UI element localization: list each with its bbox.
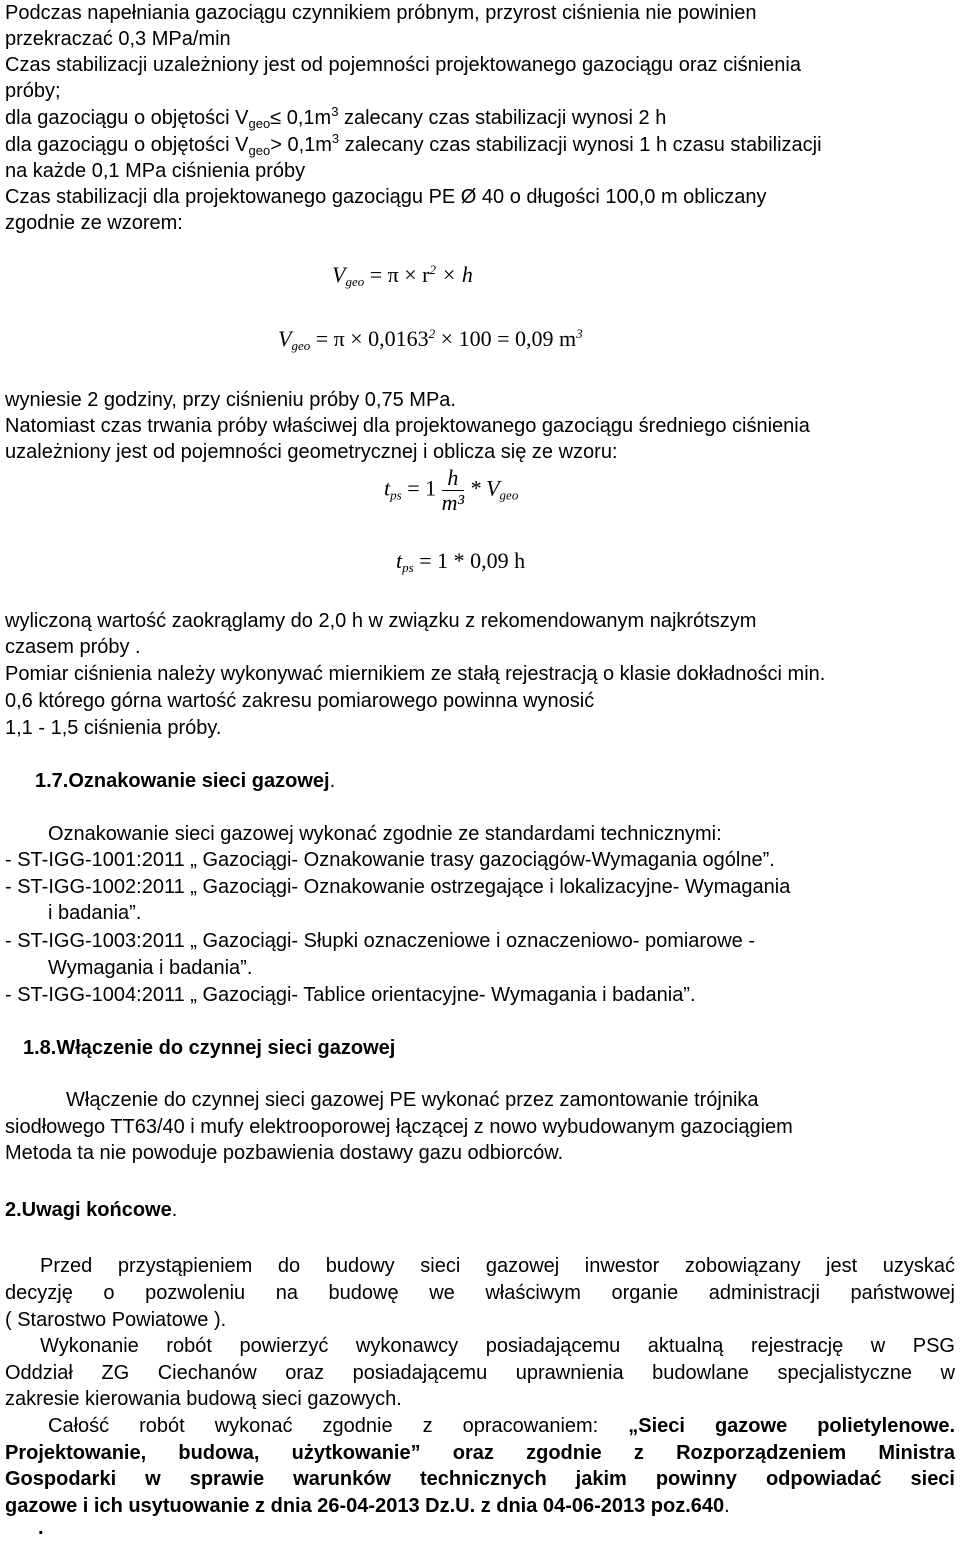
text-line: Całość robót wykonać zgodnie z opracowaniem: „Sieci gazowe polietylenowe. xyxy=(48,1415,955,1437)
list-item: - ST-IGG-1002:2011 „ Gazociągi- Oznakowanie ostrzegające i lokalizacyjne- Wymagania xyxy=(5,876,791,898)
list-item: Wymagania i badania”. xyxy=(48,957,253,979)
text-line: Podczas napełniania gazociągu czynnikiem próbnym, przyrost ciśnienia nie powinien xyxy=(5,2,757,24)
list-item: - ST-IGG-1004:2011 „ Gazociągi- Tablice orientacyjne- Wymagania i badania”. xyxy=(5,984,696,1006)
text-line: Projektowanie, budowa, użytkowanie” oraz zgodnie z Rozporządzeniem Ministra xyxy=(5,1442,955,1464)
section-heading-1-8: 1.8.Włączenie do czynnej sieci gazowej xyxy=(23,1037,396,1059)
text-line: Metoda ta nie powoduje pozbawienia dostawy gazu odbiorców. xyxy=(5,1142,564,1164)
text-line: Oddział ZG Ciechanów oraz posiadającemu uprawnienia budowlane specjalistyczne w xyxy=(5,1362,955,1384)
end-mark: . xyxy=(38,1517,44,1539)
text-line: Czas stabilizacji dla projektowanego gazociągu PE Ø 40 o długości 100,0 m obliczany xyxy=(5,186,767,208)
text-line: 1,1 - 1,5 ciśnienia próby. xyxy=(5,717,222,739)
text-line: siodłowego TT63/40 i mufy elektrooporowej łączącej z nowo wybudowanym gazociągiem xyxy=(5,1116,793,1138)
text-line: decyzję o pozwoleniu na budowę we właściwym organie administracji państwowej xyxy=(5,1282,955,1304)
text-line: Włączenie do czynnej sieci gazowej PE wykonać przez zamontowanie trójnika xyxy=(66,1089,759,1111)
text-line: dla gazociągu o objętości $V_{geo}> 0,1m^3$ zalecany czas stabilizacji wynosi 1 h czasu stabilizacji xyxy=(5,131,822,158)
text-line: gazowe i ich usytuowanie z dnia 26-04-2013 Dz.U. z dnia 04-06-2013 poz.640. xyxy=(5,1495,730,1517)
text-line: zgodnie ze wzorem: xyxy=(5,212,183,234)
text-line: Czas stabilizacji uzależniony jest od pojemności projektowanego gazociągu oraz ciśnienia xyxy=(5,54,801,76)
section-heading-1-7: 1.7.Oznakowanie sieci gazowej. xyxy=(35,770,336,792)
text-line: Pomiar ciśnienia należy wykonywać miernikiem ze stałą rejestracją o klasie dokładności min. xyxy=(5,663,826,685)
text-line: zakresie kierowania budową sieci gazowych. xyxy=(5,1388,402,1410)
text-line: na każde 0,1 MPa ciśnienia próby xyxy=(5,160,306,182)
text-line: wyniesie 2 godziny, przy ciśnieniu próby 0,75 MPa. xyxy=(5,389,456,411)
text-line: wyliczoną wartość zaokrąglamy do 2,0 h w związku z rekomendowanym najkrótszym xyxy=(5,610,757,632)
text-line: czasem próby . xyxy=(5,636,141,658)
text-line: Wykonanie robót powierzyć wykonawcy posiadającemu aktualną rejestrację w PSG xyxy=(40,1335,955,1357)
list-item: - ST-IGG-1003:2011 „ Gazociągi- Słupki oznaczeniowe i oznaczeniowo- pomiarowe - xyxy=(5,930,755,952)
list-item: i badania”. xyxy=(48,902,142,924)
formula-test-time-calc: $t_{ps} = 1 * 0,09$ h xyxy=(396,548,526,575)
text-line: dla gazociągu o objętości $V_{geo}\le 0,1m^3$ zalecany czas stabilizacji wynosi 2 h xyxy=(5,104,667,131)
text-line: 0,6 którego górna wartość zakresu pomiarowego powinna wynosić xyxy=(5,690,595,712)
text-line: Gospodarki w sprawie warunków technicznych jakim powinny odpowiadać sieci xyxy=(5,1468,955,1490)
text-line: Przed przystąpieniem do budowy sieci gazowej inwestor zobowiązany jest uzyskać xyxy=(40,1255,955,1277)
text-line: próby; xyxy=(5,80,61,102)
text-line: uzależniony jest od pojemności geometrycznej i oblicza się ze wzoru: xyxy=(5,441,618,463)
text-line: Natomiast czas trwania próby właściwej dla projektowanego gazociągu średniego ciśnienia xyxy=(5,415,810,437)
text-line: Oznakowanie sieci gazowej wykonać zgodnie ze standardami technicznymi: xyxy=(48,823,722,845)
text-line: przekraczać 0,3 MPa/min xyxy=(5,28,231,50)
text-line: ( Starostwo Powiatowe ). xyxy=(5,1309,227,1331)
formula-test-time: $t_{ps} = 1$ $\frac{h}{\text{m³}}$ * $V_{geo}$ xyxy=(384,465,519,515)
section-heading-2: 2.Uwagi końcowe. xyxy=(5,1199,178,1221)
list-item: - ST-IGG-1001:2011 „ Gazociągi- Oznakowanie trasy gazociągów-Wymagania ogólne”. xyxy=(5,849,775,871)
formula-volume-calc: $V_{geo} = \pi \times 0,0163^2 \times 100 = 0,09$ $m^3$ xyxy=(278,326,583,353)
formula-volume: $V_{geo} = \pi \times r^2 \times h$ xyxy=(332,262,473,289)
